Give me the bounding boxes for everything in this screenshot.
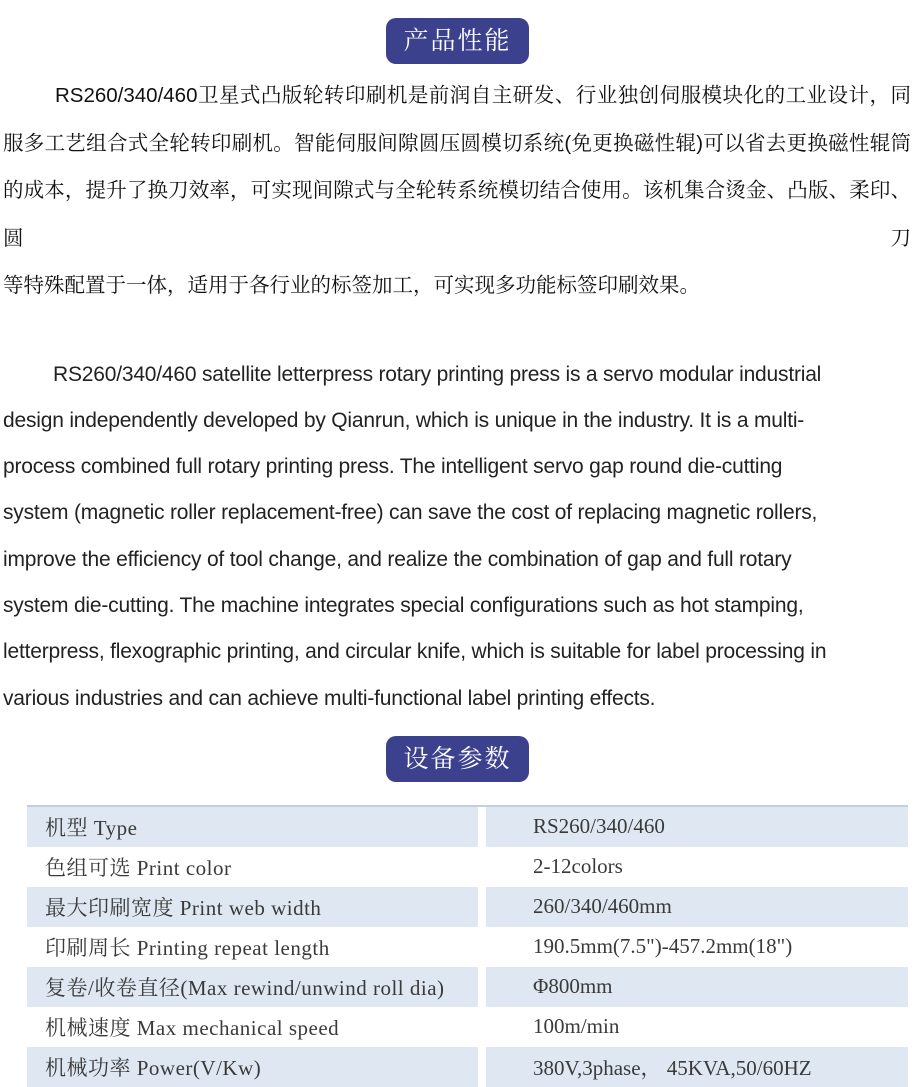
product-page <box>0 18 915 1087</box>
en-paragraph-line: system die-cutting. The machine integrates special configurations such as hot stamping, <box>3 593 804 617</box>
param-label: 机械功率 Power(V/Kw) <box>27 1047 478 1087</box>
cn-paragraph-line: 的成本，提升了换刀效率，可实现间隙式与全轮转系统模切结合使用。该机集合烫金、凸版、柔印、圆刀 <box>3 179 911 250</box>
table-row <box>27 847 908 887</box>
param-value: 2-12colors <box>533 854 623 879</box>
param-label: 印刷周长 Printing repeat length <box>45 935 330 960</box>
param-label: 复卷/收卷直径(Max rewind/unwind roll dia) <box>27 967 478 1007</box>
en-paragraph-line: RS260/340/460 satellite letterpress rotary printing press is a servo modular industrial <box>53 362 822 386</box>
en-paragraph-line: letterpress, flexographic printing, and circular knife, which is suitable for label processing in <box>3 640 827 664</box>
param-label: 最大印刷宽度 Print web width <box>27 887 478 927</box>
param-label: 机械速度 Max mechanical speed <box>45 1015 340 1040</box>
param-label: 机型 Type <box>27 807 478 847</box>
param-value: 260/340/460mm <box>486 887 908 927</box>
en-paragraph-line: system (magnetic roller replacement-free) can save the cost of replacing magnetic rollers, <box>3 501 818 525</box>
table-row <box>27 807 908 847</box>
section-badge-parameters <box>386 736 528 782</box>
en-paragraph-line: process combined full rotary printing press. The intelligent servo gap round die-cutting <box>3 455 783 479</box>
parameters-badge-label: 设备参数 <box>403 744 512 773</box>
param-label: 色组可选 Print color <box>45 855 232 880</box>
performance-paragraph-cn <box>3 72 911 310</box>
en-paragraph-line: design independently developed by Qianrun, which is unique in the industry. It is a multi- <box>3 408 805 432</box>
en-paragraph-line: various industries and can achieve multi-functional label printing effects. <box>3 686 656 710</box>
cn-paragraph-line: 等特殊配置于一体，适用于各行业的标签加工，可实现多功能标签印刷效果。 <box>3 274 700 297</box>
param-value: 190.5mm(7.5")-457.2mm(18") <box>533 934 793 959</box>
table-row <box>27 967 908 1007</box>
param-value: 380V,3phase， 45KVA,50/60HZ <box>486 1047 908 1087</box>
table-row <box>27 1047 908 1087</box>
param-value: RS260/340/460 <box>486 807 908 847</box>
table-row <box>27 887 908 927</box>
param-value: Φ800mm <box>486 967 908 1007</box>
section-badge-performance <box>386 18 528 64</box>
parameters-table <box>27 805 908 1087</box>
performance-badge-label: 产品性能 <box>403 27 512 55</box>
cn-paragraph-line: RS260/340/460卫星式凸版轮转印刷机是前润自主研发、行业独创伺服模块化的工业设计，同 <box>55 84 911 107</box>
param-value: 100m/min <box>533 1014 620 1039</box>
cn-paragraph-line: 服多工艺组合式全轮转印刷机。智能伺服间隙圆压圆模切系统(免更换磁性辊)可以省去更换磁性辊筒 <box>3 131 911 155</box>
en-paragraph-line: improve the efficiency of tool change, and realize the combination of gap and full rotary <box>3 547 792 571</box>
table-row <box>27 1007 908 1047</box>
table-row <box>27 927 908 967</box>
performance-paragraph-en <box>3 352 911 722</box>
